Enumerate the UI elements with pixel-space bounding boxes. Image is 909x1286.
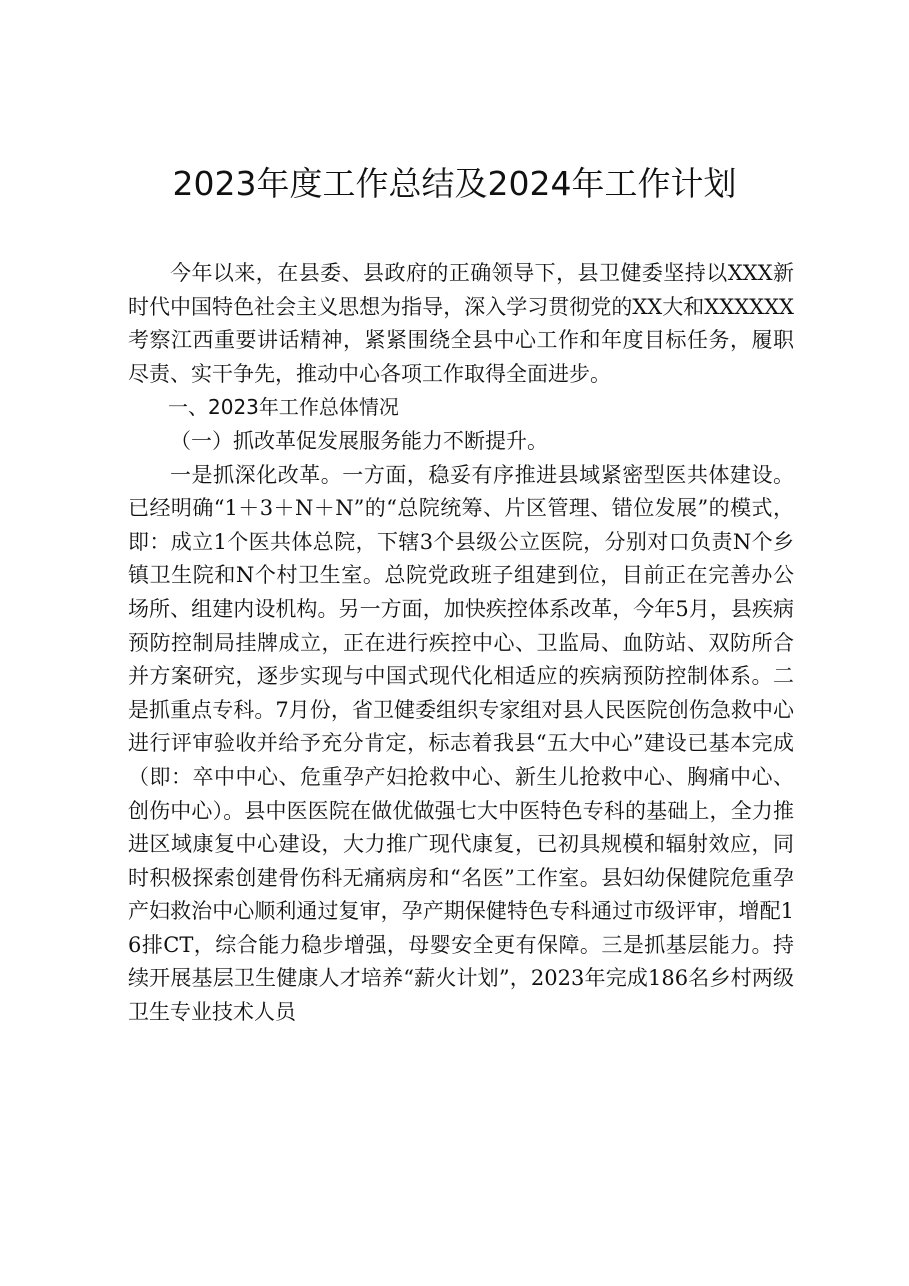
document-body bbox=[128, 257, 794, 1030]
intro-paragraph: 今年以来，在县委、县政府的正确领导下，县卫健委坚持以XXX新时代中国特色社会主义思想为指导，深入学习贯彻党的XX大和XXXXXX考察江西重要讲话精神，紧紧围绕全县中心工作和年度目标任务，履职尽责、实干争先，推动中心各项工作取得全面进步。 bbox=[128, 261, 794, 386]
section-heading: 一、2023年工作总体情况 bbox=[168, 395, 399, 420]
subsection-heading: （一）抓改革促发展服务能力不断提升。 bbox=[170, 428, 548, 453]
body-paragraph: 一是抓深化改革。一方面，稳妥有序推进县域紧密型医共体建设。已经明确“1＋3＋N＋N”的“总院统筹、片区管理、错位发展”的模式，即：成立1个医共体总院，下辖3个县级公立医院，分别对口负责N个乡镇卫生院和N个村卫生室。总院党政班子组建到位，目前正在完善办公场所、组建内设机构。另一方面，加快疾控体系改革，今年5月，县疾病预防控制局挂牌成立，正在进行疾控中心、卫监局、血防站、双防所合并方案研究，逐步实现与中国式现代化相适应的疾病预防控制体系。二是抓重点专科。7月份，省卫健委组织专家组对县人民医院创伤急救中心进行评审验收并给予充分肯定，标志着我县“五大中心”建设已基本完成（即：卒中中心、危重孕产妇抢救中心、新生儿抢救中心、胸痛中心、创伤中心）。县中医医院在做优做强七大中医特色专科的基础上，全力推进区域康复中心建设，大力推广现代康复，已初具规模和辐射效应，同时积极探索创建骨伤科无痛病房和“名医”工作室。县妇幼保健院危重孕产妇救治中心顺利通过复审，孕产期保健特色专科通过市级评审，增配16排CT，综合能力稳步增强，母婴安全更有保障。三是抓基层能力。持续开展基层卫生健康人才培养“薪火计划”，2023年完成186名乡村两级卫生专业技术人员 bbox=[128, 462, 794, 1025]
document-title: 2023年度工作总结及2024年工作计划 bbox=[172, 164, 737, 203]
